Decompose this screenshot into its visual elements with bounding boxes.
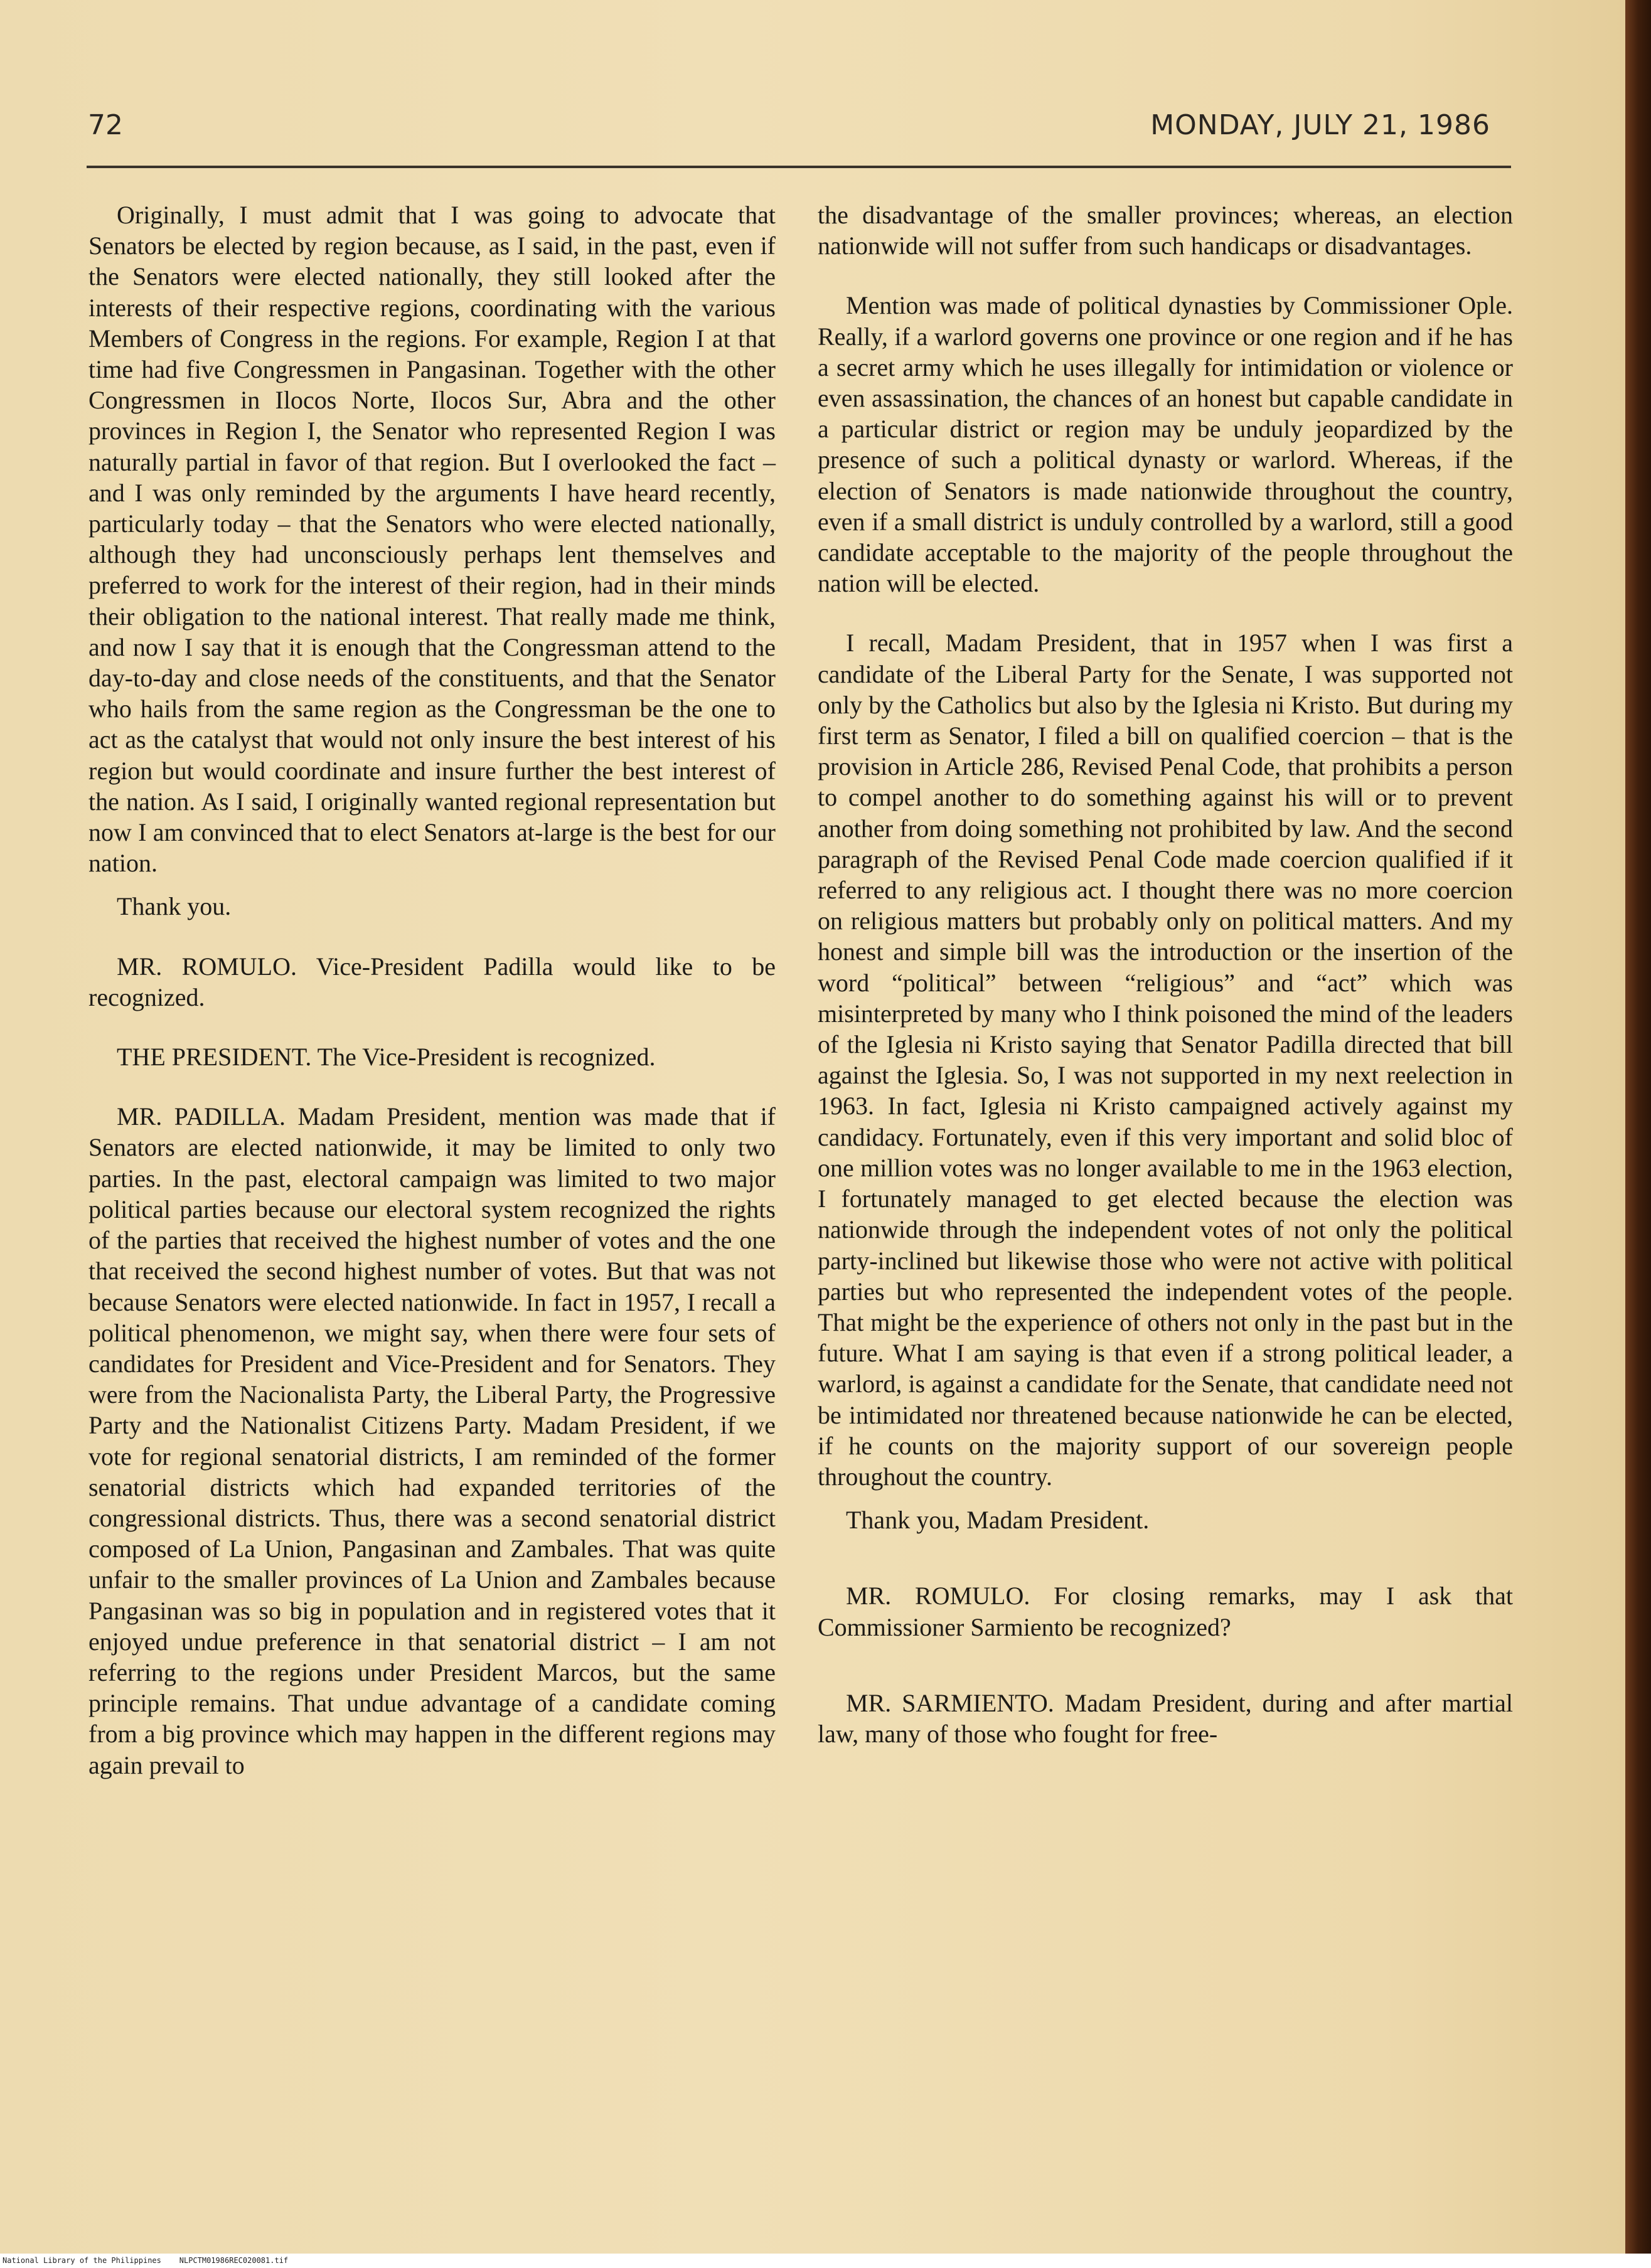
header-rule	[87, 166, 1511, 168]
paragraph: the disadvantage of the smaller provinces; whereas, an election nationwide will not suffer from such handicaps or disadvantages.	[818, 201, 1513, 260]
paragraph: Thank you.	[117, 892, 232, 921]
book-binding	[1625, 0, 1651, 2254]
right-column	[818, 200, 1513, 1749]
paragraph: MR. PADILLA. Madam President, mention was made that if Senators are elected nationwide, it may be limited to only two parties. In the past, electoral campaign was limited to two major political parties because our electoral system recognized the rights of the parties that received the highest number of votes and the one that received the second highest number of votes. But that was not because Senators were elected nationwide. In fact in 1957, I recall a political phenomenon, we might say, when there were four sets of candidates for President and Vice-President and for Senators. They were from the Nacionalista Party, the Liberal Party, the Progressive Party and the Nationalist Citizens Party. Madam President, if we vote for regional senatorial districts, I am reminded of the former senatorial districts which had expanded territories of the congressional districts. Thus, there was a second senatorial district composed of La Union, Pangasinan and Zambales. That was quite unfair to the smaller provinces of La Union and Zambales because Pangasinan was so big in population and in registered votes that it enjoyed undue preference in that senatorial district – I am not referring to the regions under President Marcos, but the same principle remains. That undue advantage of a candidate coming from a big province which may happen in the different regions may again prevail to	[88, 1102, 776, 1779]
scan-footer: National Library of the Philippines NLPCTM01986REC020081.tif	[0, 2254, 1651, 2268]
page-date: MONDAY, JULY 21, 1986	[1150, 109, 1490, 141]
paragraph: THE PRESIDENT. The Vice-President is recognized.	[117, 1043, 656, 1072]
paragraph: Mention was made of political dynasties by Commissioner Ople. Really, if a warlord governs one province or one region and if he has a secret army which he uses illegally for intimidation or violence or even assassination, the chances of an honest but capable candidate in a particular district or region may be unduly jeopardized by the presence of such a political dynasty or warlord. Whereas, if the election of Senators is made nationwide throughout the country, even if a small district is unduly controlled by a warlord, still a good candidate acceptable to the majority of the people throughout the nation will be elected.	[818, 291, 1513, 598]
paragraph: Thank you, Madam President.	[846, 1506, 1150, 1535]
page-number: 72	[88, 109, 123, 141]
paragraph: MR. SARMIENTO. Madam President, during and after martial law, many of those who fought for free-	[818, 1688, 1513, 1748]
paragraph: I recall, Madam President, that in 1957 when I was first a candidate of the Liberal Party for the Senate, I was supported not only by the Catholics but also by the Iglesia ni Kristo. But during my first term as Senator, I filed a bill on qualified coercion – that is the provision in Article 286, Revised Penal Code, that prohibits a person to compel another to do something against his will or to prevent another from doing something not prohibited by law. And the second paragraph of the Revised Penal Code made coercion qualified if it referred to any religious act. I thought there was no more coercion on religious matters but probably only on political matters. And my honest and simple bill was the introduction or the insertion of the word “political” between “religious” and “act” which was misinterpreted by many who I think poisoned the mind of the leaders of the Iglesia ni Kristo saying that Senator Padilla directed that bill against the Iglesia. So, I was not supported in my next reelection in 1963. In fact, Iglesia ni Kristo campaigned actively against my candidacy. Fortunately, even if this very important and solid bloc of one million votes was no longer available to me in the 1963 election, I fortunately managed to get elected because the election was nationwide through the independent votes of not only the political party-inclined but likewise those who were not active with political parties but who represented the independent votes of the people. That might be the experience of others not only in the past but in the future. What I am saying is that even if a strong political leader, a warlord, is against a candidate for the Senate, that candidate need not be intimidated nor threatened because nationwide he can be elected, if he counts on the majority support of our sovereign people throughout the country.	[818, 629, 1513, 1491]
paragraph: MR. ROMULO. For closing remarks, may I ask that Commissioner Sarmiento be recognized?	[818, 1582, 1513, 1641]
paragraph: Originally, I must admit that I was going to advocate that Senators be elected by region because, as I said, in the past, even if the Senators were elected nationally, they still looked after the interests of their respective regions, coordinating with the various Members of Congress in the regions. For example, Region I at that time had five Congressmen in Pangasinan. Together with the other Congressmen in Ilocos Norte, Ilocos Sur, Abra and the other provinces in Region I, the Senator who represented Region I was naturally partial in favor of that region. But I overlooked the fact – and I was only reminded by the arguments I have heard recently, particularly today – that the Senators who were elected nationally, although they had unconsciously perhaps lent themselves and preferred to work for the interest of their region, had in their minds their obligation to the national interest. That really made me think, and now I say that it is enough that the Congressman attend to the day-to-day and close needs of the constituents, and that the Senator who hails from the same region as the Congressman be the one to act as the catalyst that would not only insure the best interest of his region but would coordinate and insure further the best interest of the nation. As I said, I originally wanted regional representation but now I am convinced that to elect Senators at-large is the best for our nation.	[88, 201, 776, 878]
paragraph: MR. ROMULO. Vice-President Padilla would like to be recognized.	[88, 952, 776, 1011]
left-column	[88, 200, 776, 1781]
